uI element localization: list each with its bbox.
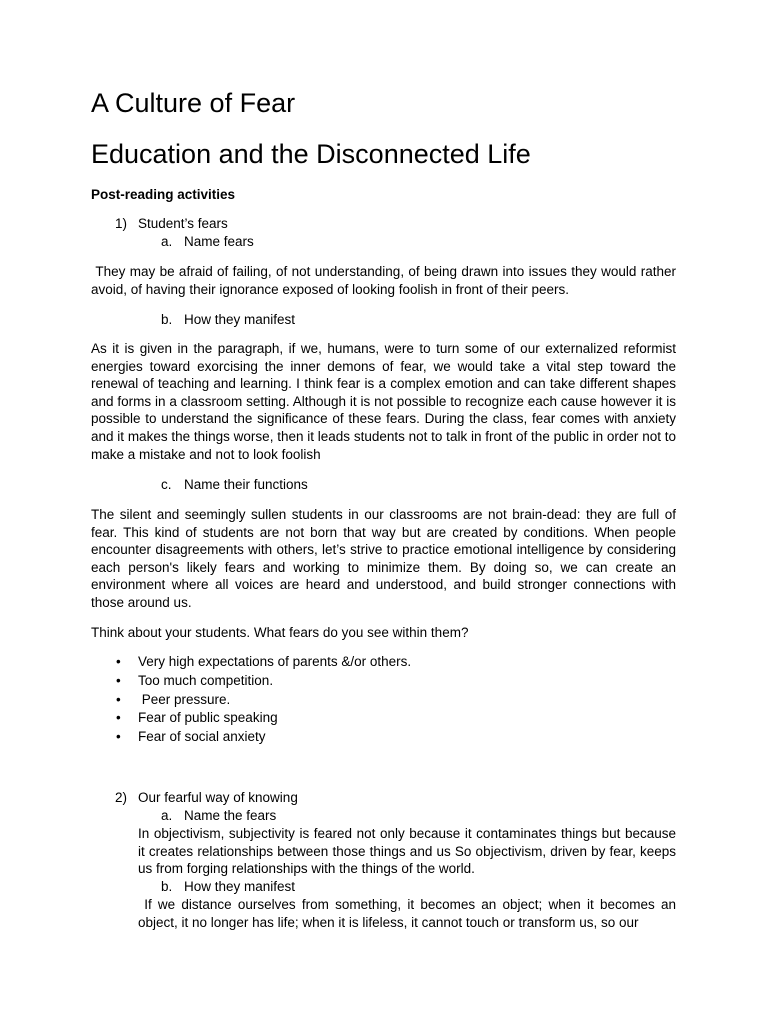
bullet-icon: • <box>116 710 121 726</box>
section-heading: Post-reading activities <box>91 187 236 202</box>
list-item: • Too much competition. <box>138 672 676 691</box>
item-1c-letter: c. <box>161 477 172 492</box>
bullet-icon: • <box>116 691 121 707</box>
item-1b-label: How they manifest <box>184 312 296 327</box>
item-1a-label: Name fears <box>184 234 254 249</box>
item-1-label: Student’s fears <box>138 216 228 231</box>
item-1-number: 1) <box>115 216 128 231</box>
item-2b-label: How they manifest <box>184 879 296 894</box>
list-item: • Very high expectations of parents &/or others. <box>138 653 676 672</box>
item-1a-paragraph: They may be afraid of failing, of not understanding, of being drawn into issues they would rather avoid, of having their ignorance exposed of looking foolish in front of their peers. <box>91 264 680 297</box>
bullet-icon: • <box>116 672 121 688</box>
question-text: Think about your students. What fears do you see within them? <box>91 625 469 640</box>
item-2a-label: Name the fears <box>184 808 277 823</box>
item-1c-paragraph: The silent and seemingly sullen students in our classrooms are not brain-dead: they are full of fear. This kind of students are not born that way but are created by conditions. When people encounter disagreements with others, let’s strive to practice emotional intelligence by considering each person's likely fears and working to minimize them. By doing so, we can create an environment where all voices are heard and understood, and build stronger connections with those around us. <box>91 507 676 610</box>
list-item: • Fear of public speaking <box>138 709 676 728</box>
item-2a-paragraph: In objectivism, subjectivity is feared not only because it contaminates things but because it creates relationships between those things and us So objectivism, driven by fear, keeps us from forging relationships with the things of the world. <box>138 826 676 877</box>
item-2-label: Our fearful way of knowing <box>138 790 298 805</box>
item-1b-letter: b. <box>161 312 173 327</box>
fears-list <box>116 653 676 747</box>
document-subtitle: Education and the Disconnected Life <box>91 139 531 169</box>
item-2b-paragraph: If we distance ourselves from something, it becomes an object; when it becomes an object, it no longer has life; when it is lifeless, it cannot touch or transform us, so our <box>138 897 680 930</box>
item-1a-letter: a. <box>161 234 173 249</box>
document-title: A Culture of Fear <box>91 88 296 118</box>
item-2b-letter: b. <box>161 879 173 894</box>
list-item: • Peer pressure. <box>138 691 676 710</box>
bullet-icon: • <box>116 654 121 669</box>
bullet-icon: • <box>116 729 121 745</box>
item-2a-letter: a. <box>161 808 173 823</box>
list-item: • Fear of social anxiety <box>138 728 676 747</box>
item-2-number: 2) <box>115 790 128 805</box>
item-1b-paragraph: As it is given in the paragraph, if we, humans, were to turn some of our externalized reformist energies toward exorcising the inner demons of fear, we would take a vital step toward the renewal of teaching and learning. I think fear is a complex emotion and can take different shapes and forms in a classroom setting. Although it is not possible to recognize each cause however it is possible to understand the significance of these fears. During the class, fear comes with anxiety and it makes the things worse, then it leads students not to talk in front of the public in order not to make a mistake and not to look foolish <box>91 341 676 462</box>
item-1c-label: Name their functions <box>184 477 308 492</box>
